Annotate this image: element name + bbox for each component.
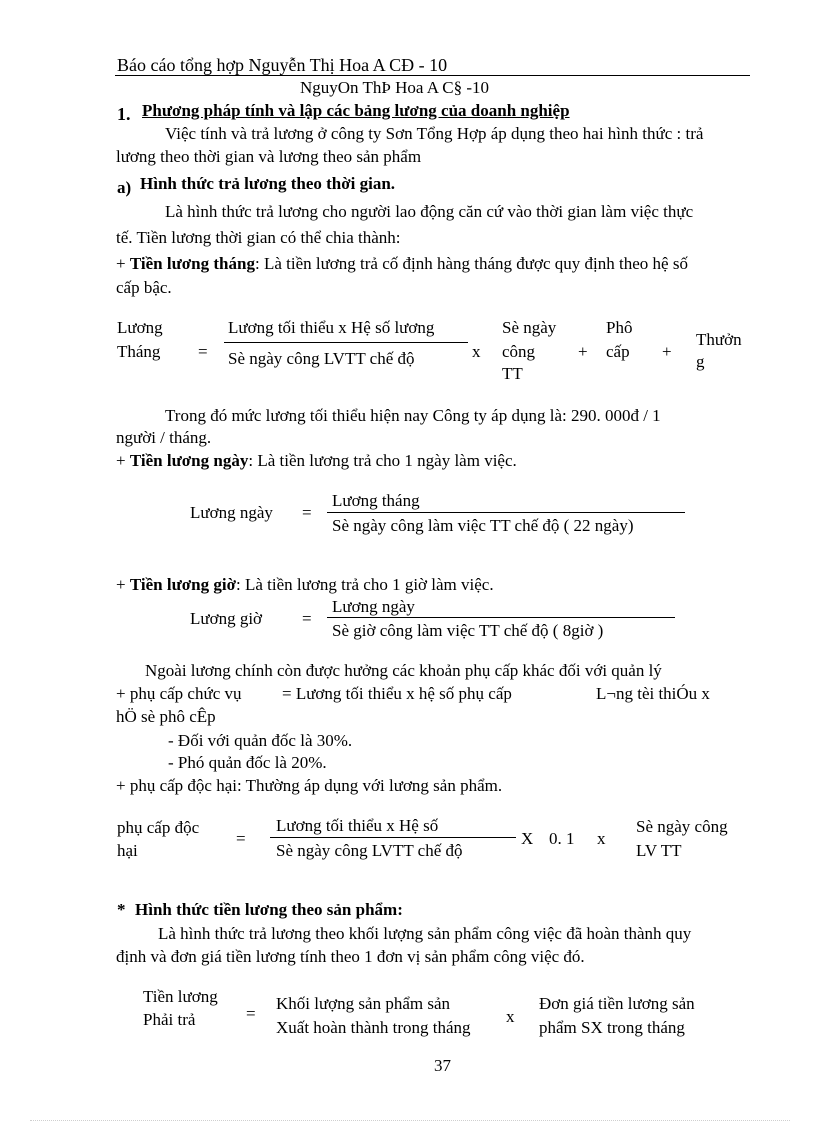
formula-daily-numerator: Lương tháng <box>332 491 420 510</box>
monthly-wage-definition-line-2: cấp bậc. <box>116 278 172 297</box>
formula-hazard-left-1: phụ cấp độc <box>117 818 200 837</box>
formula-product-price-2: phẩm SX trong tháng <box>539 1018 685 1037</box>
min-wage-line-2: người / tháng. <box>116 428 212 447</box>
header-garbled-name: NguyOn ThÞ Hoa A C§ -10 <box>300 78 490 97</box>
formula-monthly-bonus-2: g <box>696 352 705 371</box>
formula-monthly-left-1: Lương <box>117 318 163 337</box>
page-bottom-dotted-border <box>30 1120 790 1121</box>
position-allowance-formula: = Lương tối thiểu x hệ số phụ cấp <box>282 684 512 703</box>
daily-wage-term: Tiền lương ngày <box>129 451 249 470</box>
formula-hourly-equals: = <box>302 609 312 628</box>
formula-hazard-equals: = <box>236 829 246 848</box>
formula-product-left-1: Tiền lương <box>143 987 218 1006</box>
foreman-allowance: - Đối với quản đốc là 30%. <box>168 731 353 750</box>
formula-product-volume-1: Khối lượng sản phẩm sản <box>276 994 451 1013</box>
formula-product-left-2: Phải trả <box>143 1010 196 1029</box>
formula-monthly-plus-1: + <box>578 342 588 361</box>
formula-monthly-numerator: Lương tối thiểu x Hệ số lương <box>228 318 435 337</box>
monthly-wage-term: Tiền lương tháng <box>129 254 255 273</box>
formula-hazard-times-1: X <box>521 829 534 848</box>
min-wage-line-1: Trong đó mức lương tối thiểu hiện nay Công ty áp dụng là: 290. 000đ / 1 <box>165 406 661 425</box>
daily-wage-definition: + Tiền lương ngày: Là tiền lương trả cho 1 ngày làm việc. <box>116 451 517 470</box>
header-title: Báo cáo tổng hợp Nguyễn Thị Hoa A CĐ - 10 <box>117 55 448 75</box>
hourly-wage-term: Tiền lương giờ <box>129 575 237 594</box>
position-allowance-label: + phụ cấp chức vụ <box>116 684 242 703</box>
formula-hazard-fraction-line <box>270 837 516 838</box>
formula-hazard-factor: 0. 1 <box>549 829 575 848</box>
subsection-label: a) <box>117 178 132 197</box>
intro-line-2: lương theo thời gian và lương theo sản phẩm <box>116 147 422 166</box>
paragraph-line-2: tế. Tiền lương thời gian có thể chia thành: <box>116 228 401 247</box>
formula-monthly-equals: = <box>198 342 208 361</box>
formula-monthly-allowance-1: Phô <box>606 318 633 337</box>
formula-hourly-fraction-line <box>327 617 675 618</box>
formula-daily-fraction-line <box>327 512 685 513</box>
formula-monthly-left-2: Tháng <box>117 342 161 361</box>
formula-monthly-days-1: Sè ngày <box>502 318 557 337</box>
intro-line-1: Việc tính và trả lương ở công ty Sơn Tổng Hợp áp dụng theo hai hình thức : trả <box>165 124 704 143</box>
header-rule <box>115 75 750 76</box>
formula-hazard-left-2: hại <box>117 841 138 860</box>
formula-hazard-denominator: Sè ngày công LVTT chế độ <box>276 841 463 860</box>
formula-monthly-denominator: Sè ngày công LVTT chế độ <box>228 349 415 368</box>
formula-monthly-plus-2: + <box>662 342 672 361</box>
formula-monthly-allowance-2: cấp <box>606 342 630 361</box>
formula-hazard-times-2: x <box>597 829 606 848</box>
formula-daily-denominator: Sè ngày công làm việc TT chế độ ( 22 ngày) <box>332 516 634 535</box>
formula-monthly-days-3: TT <box>502 364 523 383</box>
section-title: Phương pháp tính và lập các bảng lương của doanh nghiệp <box>142 101 570 120</box>
section-number: 1. <box>117 104 131 124</box>
product-section-title: Hình thức tiền lương theo sản phẩm: <box>135 900 403 919</box>
formula-hazard-days-2: LV TT <box>636 841 682 860</box>
formula-hourly-numerator: Lương ngày <box>332 597 415 616</box>
formula-product-times: x <box>506 1007 515 1026</box>
paragraph-line-1: Là hình thức trả lương cho người lao động căn cứ vào thời gian làm việc thực <box>165 202 694 221</box>
formula-hazard-numerator: Lương tối thiểu x Hệ số <box>276 816 439 835</box>
formula-product-equals: = <box>246 1004 256 1023</box>
product-section-star: * <box>117 900 126 919</box>
product-paragraph-line-2: định và đơn giá tiền lương tính theo 1 đơn vị sản phẩm công việc đó. <box>116 947 585 966</box>
formula-daily-left: Lương ngày <box>190 503 273 522</box>
hourly-wage-definition: + Tiền lương giờ: Là tiền lương trả cho 1 giờ làm việc. <box>116 575 494 594</box>
formula-monthly-times: x <box>472 342 481 361</box>
formula-hourly-left: Lương giờ <box>190 609 263 628</box>
position-allowance-line-2: hÖ sè phô cÊp <box>116 707 216 726</box>
formula-monthly-fraction-line <box>224 342 468 343</box>
formula-hazard-days-1: Sè ngày công <box>636 817 728 836</box>
page-number: 37 <box>434 1056 451 1075</box>
formula-hourly-denominator: Sè giờ công làm việc TT chế độ ( 8giờ ) <box>332 621 604 640</box>
product-paragraph-line-1: Là hình thức trả lương theo khối lượng sản phẩm công việc đã hoàn thành quy <box>158 924 692 943</box>
allowances-intro: Ngoài lương chính còn được hưởng các khoản phụ cấp khác đối với quản lý <box>145 661 662 680</box>
monthly-wage-definition: + Tiền lương tháng: Là tiền lương trả cố định hàng tháng được quy định theo hệ số <box>116 254 688 273</box>
formula-monthly-bonus-1: Thưởn <box>696 330 742 349</box>
formula-monthly-days-2: công <box>502 342 536 361</box>
formula-daily-equals: = <box>302 503 312 522</box>
deputy-foreman-allowance: - Phó quản đốc là 20%. <box>168 753 327 772</box>
formula-product-price-1: Đơn giá tiền lương sản <box>539 994 695 1013</box>
subsection-title: Hình thức trả lương theo thời gian. <box>140 174 396 193</box>
hazard-allowance-intro: + phụ cấp độc hại: Thường áp dụng với lương sản phẩm. <box>116 776 503 795</box>
formula-product-volume-2: Xuất hoàn thành trong tháng <box>276 1018 471 1037</box>
position-allowance-garbled: L¬ng tèi thiÓu x <box>596 684 710 703</box>
